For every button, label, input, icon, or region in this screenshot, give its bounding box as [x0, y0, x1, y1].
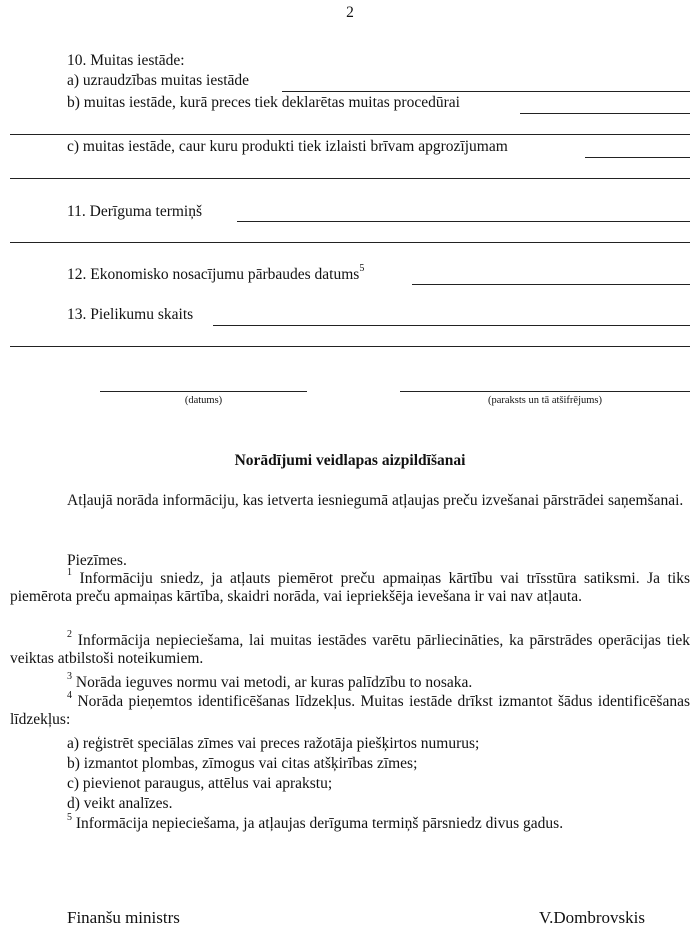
field-10c-line[interactable]	[585, 157, 690, 158]
field-13-continuation-line[interactable]	[10, 346, 690, 347]
notes-label: Piezīmes.	[67, 552, 127, 569]
note-4-item: a) reģistrēt speciālas zīmes vai preces ražotāja piešķirtos numurus;	[67, 735, 480, 752]
field-10c-continuation-line[interactable]	[10, 178, 690, 179]
field-11-label: 11. Derīguma termiņš	[67, 203, 203, 220]
note-1: $^1$ Informāciju sniedz, ja atļauts piemērot preču apmaiņas kārtību vai trīsstūra satiksmi. Ja tiks piemērota preču apmaiņas kārtība, skaidri norāda, vai iepriekšēja ievešana ir vai nav atļauta.	[10, 566, 690, 605]
field-10b-line[interactable]	[520, 113, 690, 114]
note-4: $^4$ Norāda pieņemtos identificēšanas līdzekļus. Muitas iestāde drīkst izmantot šādus identificēšanas līdzekļus:	[10, 689, 691, 728]
note-4-item: b) izmantot plombas, zīmogus vai citas atšķirības zīmes;	[67, 755, 418, 772]
footnote-ref-5: 5	[359, 262, 365, 274]
field-11-continuation-line[interactable]	[10, 242, 690, 243]
page-number: 2	[346, 4, 354, 21]
instructions-intro: Atļaujā norāda informāciju, kas ietverta iesniegumā atļaujas preču izvešanai pārstrādei saņemšanai.	[67, 492, 684, 509]
note-3-number: 3	[67, 670, 72, 682]
date-caption: (datums)	[184, 395, 223, 406]
field-10a-line[interactable]	[282, 91, 690, 92]
field-11-line[interactable]	[237, 221, 690, 222]
field-10a-label: a) uzraudzības muitas iestāde	[67, 72, 250, 89]
note-3: $^3$ Norāda ieguves normu vai metodi, ar kuras palīdzību to nosaka.	[67, 670, 473, 691]
signature-caption: (paraksts un tā atšifrējums)	[487, 395, 602, 406]
note-4-number: 4	[67, 689, 72, 701]
minister-name: V.Dombrovskis	[539, 908, 645, 927]
instructions-heading: Norādījumi veidlapas aizpildīšanai	[234, 452, 466, 469]
note-2: $^2$ Informācija nepieciešama, lai muitas iestādes varētu pārliecināties, ka pārstrādes operācijas tiek veiktas atbilstoši noteikumiem.	[10, 628, 691, 667]
field-12-label: 12. Ekonomisko nosacījumu pārbaudes datums$^5$	[67, 262, 365, 283]
note-4-item: c) pievienot paraugus, attēlus vai aprakstu;	[67, 775, 333, 792]
note-4-item: d) veikt analīzes.	[67, 795, 173, 812]
note-2-number: 2	[67, 628, 72, 640]
field-10c-label: c) muitas iestāde, caur kuru produkti tiek izlaisti brīvam apgrozījumam	[67, 138, 508, 155]
signature-line[interactable]	[400, 391, 690, 392]
field-13-line[interactable]	[213, 325, 690, 326]
field-12-line[interactable]	[412, 284, 690, 285]
field-13-label: 13. Pielikumu skaits	[67, 306, 194, 323]
note-5-number: 5	[67, 811, 72, 823]
field-10-title: 10. Muitas iestāde:	[67, 52, 185, 69]
field-10b-label: b) muitas iestāde, kurā preces tiek deklarētas muitas procedūrai	[67, 94, 460, 111]
date-line[interactable]	[100, 391, 307, 392]
field-10b-continuation-line[interactable]	[10, 134, 690, 135]
minister-title: Finanšu ministrs	[67, 908, 180, 927]
note-5: $^5$ Informācija nepieciešama, ja atļaujas derīguma termiņš pārsniedz divus gadus.	[67, 811, 564, 832]
note-1-number: 1	[67, 566, 72, 578]
